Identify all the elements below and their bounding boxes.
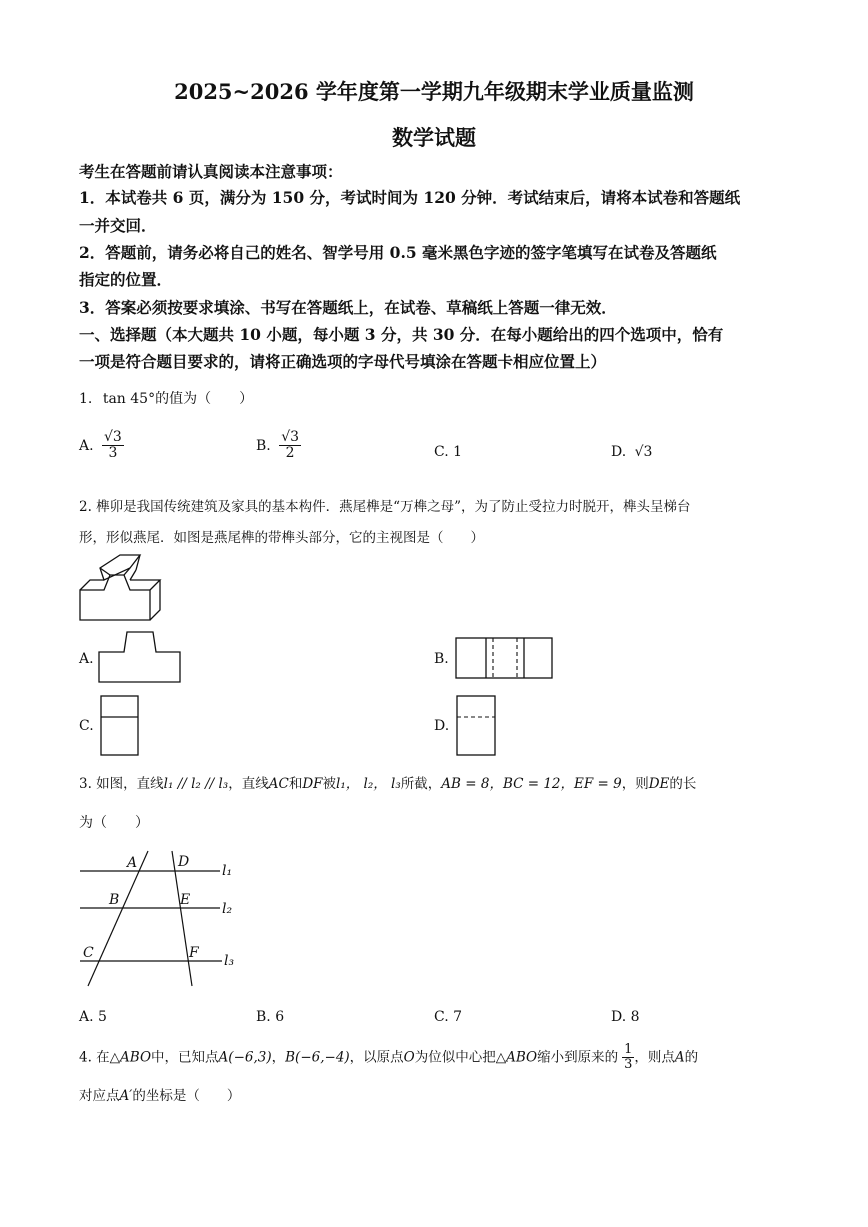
notice-heading: 考生在答题前请认真阅读本注意事项： (79, 162, 343, 181)
math: △ABO (109, 1049, 152, 1066)
label-l3: l₃ (224, 953, 235, 969)
math: B(−6,−4) (285, 1049, 350, 1066)
text: 4. 在 (79, 1049, 110, 1066)
question-3-line-2: 为（ ） (79, 815, 149, 831)
notice-item-3: 3．答案必须按要求填涂、书写在答题纸上，在试卷、草稿纸上答题一律无效． (79, 298, 617, 317)
math: AC (268, 776, 289, 792)
math: AB = 8，BC = 12，EF = 9 (441, 776, 622, 792)
text: ，直线 (228, 776, 269, 792)
fraction-denominator: 3 (108, 445, 118, 462)
question-2-option-b[interactable]: B. (434, 651, 449, 667)
question-2-line-1: 2. 榫卯是我国传统建筑及家具的基本构件．燕尾榫是“万榫之母”，为了防止受拉力时脱开，榫头呈梯台 (79, 499, 691, 515)
section-heading-line-1: 一、选择题（本大题共 10 小题，每小题 3 分，共 30 分．在每小题给出的四个选项中，恰有 (79, 325, 724, 344)
question-2-option-d[interactable]: D. (434, 718, 450, 734)
math: △ABO (495, 1049, 538, 1066)
text: 3. 如图，直线 (79, 776, 164, 792)
label-E: E (180, 892, 191, 908)
text: ，则 (621, 776, 649, 792)
question-4-line-2 (79, 1085, 240, 1107)
math: DF (302, 776, 323, 792)
question-1-option-c[interactable]: C. 1 (434, 444, 463, 460)
question-1-expression: tan 45° (102, 391, 156, 407)
notice-item-1-line-2: 一并交回． (79, 216, 157, 235)
label-D: D (178, 854, 190, 870)
page-subtitle: 数学试题 (392, 125, 476, 150)
label-F: F (189, 945, 199, 961)
notice-item-1-line-1: 1．本试卷共 6 页，满分为 150 分，考试时间为 120 分钟．考试结束后，请将本试卷和答题纸 (79, 188, 741, 207)
question-3-option-b[interactable]: B. 6 (256, 1009, 285, 1025)
math: l₁ // l₂ // l₃ (163, 776, 229, 792)
text: ， (271, 1049, 286, 1066)
question-3-option-d[interactable]: D. 8 (611, 1009, 640, 1025)
label-l1: l₁ (222, 863, 233, 879)
option-value: √3 (634, 444, 653, 460)
text: ，则点 (634, 1049, 675, 1066)
text: ，以原点 (349, 1049, 404, 1066)
question-2-option-c[interactable]: C. (79, 718, 94, 734)
notice-item-2-line-1: 2．答题前，请务必将自己的姓名、智学号用 0.5 毫米黑色字迹的签字笔填写在试卷及答题纸 (79, 243, 717, 262)
text: 被 (322, 776, 337, 792)
text: 的 (684, 1049, 699, 1066)
question-2-line-2: 形，形似燕尾．如图是燕尾榫的带榫头部分，它的主视图是（ ） (79, 530, 484, 546)
notice-item-2-line-2: 指定的位置． (79, 270, 173, 289)
fraction-numerator: √3 (104, 429, 122, 445)
math: l₁， l₂， l₃ (336, 776, 401, 792)
page-title: 2025~2026 学年度第一学期九年级期末学业质量监测 (174, 79, 694, 104)
question-3-option-c[interactable]: C. 7 (434, 1009, 463, 1025)
math: A′ (119, 1088, 133, 1104)
math: A (674, 1049, 685, 1066)
fraction-numerator: 1 (624, 1042, 633, 1057)
question-2-option-a[interactable]: A. (79, 651, 94, 667)
math: DE (648, 776, 670, 792)
math: A(−6,3) (218, 1049, 272, 1066)
option-label: B. (256, 437, 271, 454)
question-1-text: 的值为（ ） (155, 391, 254, 407)
math: O (403, 1049, 415, 1066)
text: 所截， (400, 776, 442, 792)
label-C: C (83, 945, 94, 961)
fraction-numerator: √3 (281, 429, 300, 445)
question-1-number: 1. (79, 391, 93, 407)
text: 的长 (669, 776, 697, 792)
text: 为位似中心把 (414, 1049, 496, 1066)
option-label: A. (79, 437, 94, 454)
label-l2: l₂ (222, 901, 233, 917)
option-label: D. (611, 444, 627, 460)
text: 缩小到原来的 (537, 1049, 619, 1066)
fraction-one-third (622, 1043, 634, 1073)
label-B: B (109, 892, 120, 908)
text: 的坐标是（ ） (132, 1088, 241, 1104)
fraction-denominator: 3 (624, 1057, 633, 1073)
question-3-option-a[interactable]: A. 5 (79, 1009, 107, 1025)
label-A: A (127, 855, 138, 871)
text: 对应点 (79, 1088, 120, 1104)
text: 中，已知点 (151, 1049, 219, 1066)
fraction-denominator: 2 (285, 445, 295, 462)
question-4-line-1 (79, 1043, 698, 1073)
section-heading-line-2: 一项是符合题目要求的，请将正确选项的字母代号填涂在答题卡相应位置上） (79, 352, 607, 371)
text: 和 (288, 776, 303, 792)
